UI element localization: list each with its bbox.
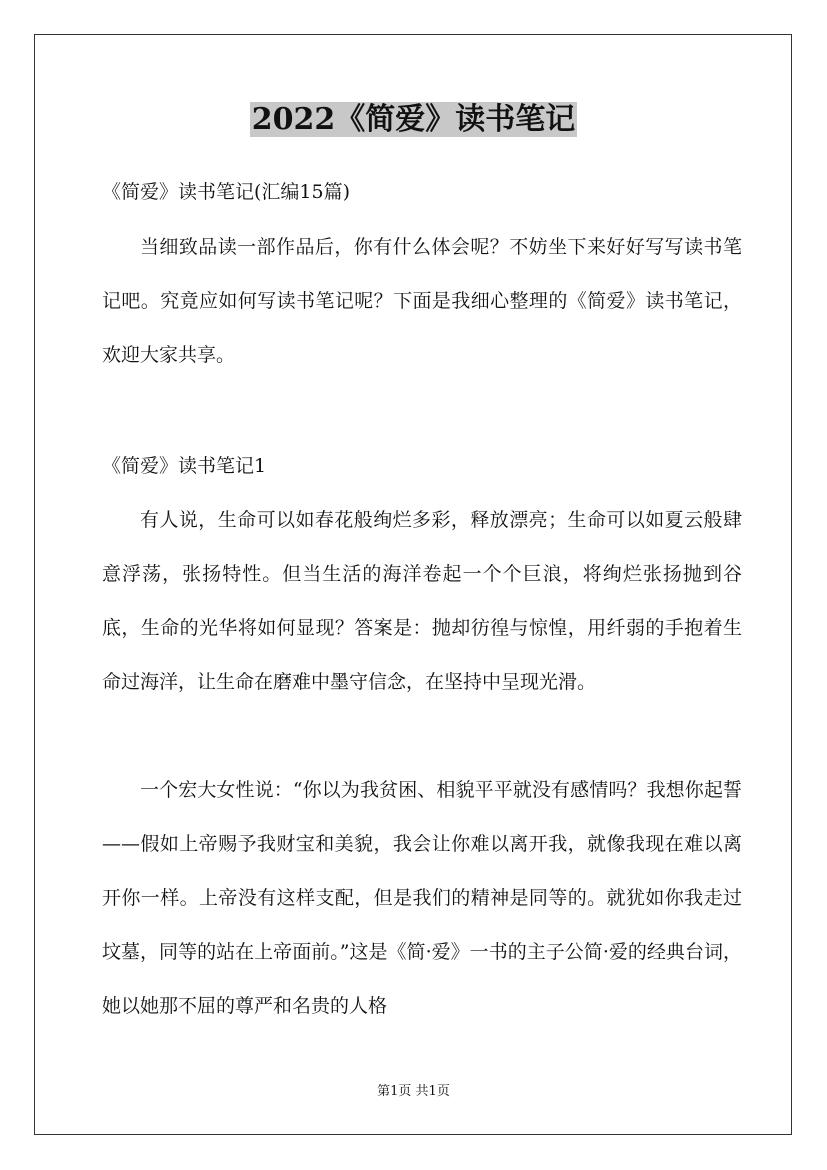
section-heading: 《简爱》读书笔记1 (102, 455, 267, 477)
document-title-text: 2022《简爱》读书笔记 (251, 102, 576, 137)
body-paragraph-1: 有人说，生命可以如春花般绚烂多彩，释放漂亮；生命可以如夏云般肆意浮荡，张扬特性。但当生活的海洋卷起一个个巨浪，将绚烂张扬抛到谷底，生命的光华将如何显现？答案是：抛却彷徨与惊惶，用纤弱的手抱着生命过海洋，让生命在磨难中墨守信念，在坚持中呈现光滑。 (102, 509, 742, 693)
page-footer: 第1页 共1页 (377, 1084, 450, 1099)
body-paragraph-2: 一个宏大女性说：“你以为我贫困、相貌平平就没有感情吗？我想你起誓——假如上帝赐予我财宝和美貌，我会让你难以离开我，就像我现在难以离开你一样。上帝没有这样支配，但是我们的精神是同等的。就犹如你我走过坟墓，同等的站在上帝面前。”这是《简·爱》一书的主子公简·爱的经典台词，她以她那不屈的尊严和名贵的人格 (102, 779, 742, 1017)
intro-paragraph: 当细致品读一部作品后，你有什么体会呢？不妨坐下来好好写写读书笔记吧。究竟应如何写读书笔记呢？下面是我细心整理的《简爱》读书笔记，欢迎大家共享。 (102, 236, 742, 366)
document-title (0, 100, 827, 140)
document-subtitle: 《简爱》读书笔记(汇编15篇) (102, 181, 351, 203)
